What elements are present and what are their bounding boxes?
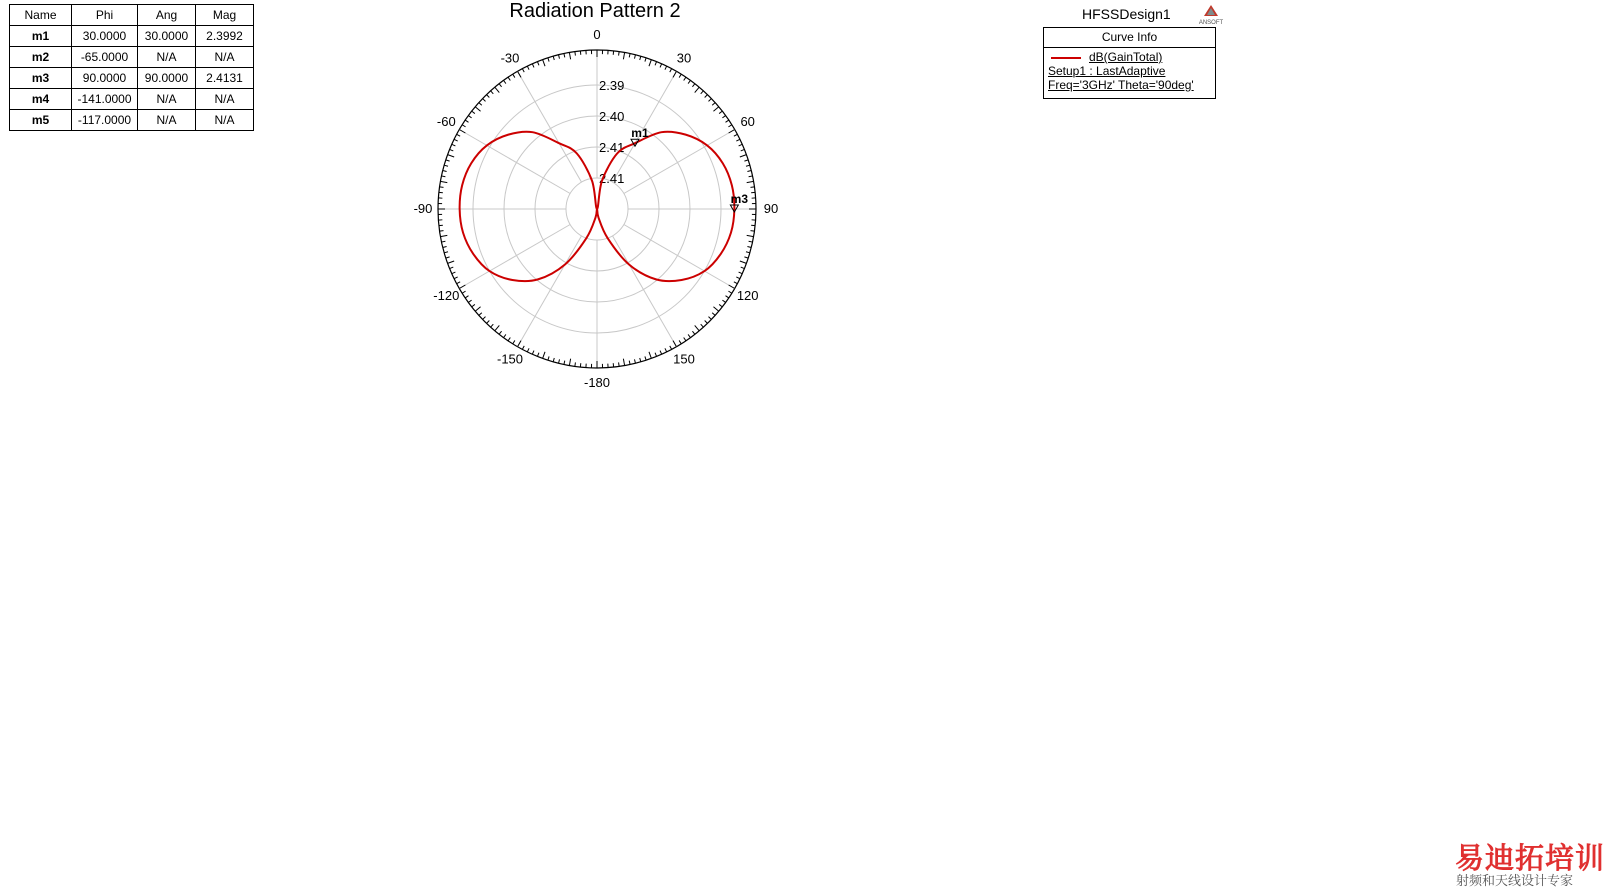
angle-tick [695,325,699,330]
marker-mag: N/A [196,47,254,68]
angle-tick [440,187,444,188]
angle-tick [684,338,686,341]
marker-table [9,4,254,131]
angle-tick [634,55,635,59]
angle-tick [741,267,745,268]
angle-tick [483,317,486,320]
angle-tick [749,241,753,242]
angle-tick [712,313,715,316]
angle-tick [734,134,738,136]
marker-phi: -141.0000 [72,89,138,110]
angle-tick [444,252,448,253]
angle-tick [564,361,565,365]
marker-label: m3 [730,192,749,206]
angle-tick [692,331,694,334]
angle-tick [649,60,651,67]
angle-tick [713,307,718,311]
angle-label: -60 [436,114,456,129]
angle-tick [747,181,754,182]
angle-tick [665,66,667,70]
angle-tick [487,320,490,323]
angle-tick [479,313,482,316]
angle-tick [472,304,475,306]
angle-tick [537,353,538,357]
marker-table-header [10,5,254,26]
angle-tick [475,307,480,311]
angle-tick [446,160,450,161]
angle-tick [750,187,754,188]
angle-tick [465,296,468,298]
angle-tick [518,341,522,347]
angle-label: -30 [500,50,520,66]
marker-ang: N/A [138,89,196,110]
angle-tick [747,171,751,172]
angle-tick [640,358,641,362]
angle-tick [452,272,456,274]
angle-tick [739,272,743,274]
marker-name: m1 [10,26,72,47]
angle-tick [645,356,646,360]
angle-label: -180 [583,375,611,390]
angle-tick [708,317,711,320]
marker-phi: -117.0000 [72,110,138,131]
angle-tick [441,241,445,242]
header-mag: Mag [196,5,254,26]
marker-ang: 90.0000 [138,68,196,89]
legend-body [1044,48,1215,94]
angle-tick [443,171,447,172]
angle-tick [518,71,522,77]
table-row[interactable] [10,68,254,89]
angle-tick [569,359,570,366]
legend-entry[interactable] [1048,50,1211,64]
angle-tick [553,358,554,362]
angle-tick [623,359,624,366]
angle-tick [559,55,560,59]
marker-mag: N/A [196,110,254,131]
angle-tick [629,53,630,57]
angle-tick [747,235,754,236]
angle-tick [640,56,641,60]
angle-tick [746,252,750,253]
angle-tick [670,346,672,350]
angle-tick [457,134,461,136]
angle-tick [553,56,554,60]
angle-tick [736,139,740,141]
angle-tick [450,149,454,150]
angle-tick [705,320,708,323]
angle-tick [655,353,656,357]
angle-tick [665,348,667,352]
angle-tick [692,84,694,87]
angle-tick [548,356,549,360]
angle-label: -90 [413,201,433,216]
radial-label: 2.39 [599,78,625,93]
angle-tick [504,334,506,337]
header-phi: Phi [72,5,138,26]
angle-tick [739,144,743,146]
logo-text: ANSOFT [1198,20,1224,26]
angle-tick [688,80,690,83]
angle-tick [740,155,747,157]
angle-tick [491,324,494,327]
angle-tick [513,74,515,77]
angle-tick [532,351,534,355]
polar-radial-labels [599,78,624,186]
marker-ang: 30.0000 [138,26,196,47]
angle-tick [713,107,718,111]
angle-tick [522,346,524,350]
angle-tick [532,64,534,68]
angle-tick [454,277,458,279]
angle-tick [729,285,735,289]
angle-tick [673,71,677,77]
radial-label: 2.41 [599,171,625,186]
angle-label: -120 [433,288,460,303]
header-ang: Ang [138,5,196,26]
legend-trace-name: dB(GainTotal) [1089,50,1163,64]
angle-tick [462,291,465,293]
legend-freq: Freq='3GHz' Theta='90deg' [1048,78,1194,92]
legend-swatch-icon [1051,57,1081,59]
marker-mag: 2.3992 [196,26,254,47]
angle-tick [457,282,461,284]
angle-tick [508,338,510,341]
angle-tick [719,304,722,306]
table-row[interactable] [10,89,254,110]
angle-tick [679,74,681,77]
angle-tick [688,334,690,337]
marker-phi: 30.0000 [72,26,138,47]
angle-tick [575,362,576,366]
angle-tick [440,181,447,182]
angle-tick [495,87,499,92]
angle-tick [465,120,468,122]
radial-label: 2.41 [599,140,625,155]
angle-tick [504,80,506,83]
angle-label: -150 [496,351,524,367]
watermark-subtitle: 射频和天线设计专家 [1456,874,1574,889]
angle-tick [655,62,656,66]
angle-label: 120 [736,288,759,303]
angle-tick [548,58,549,62]
design-name: HFSSDesign1 [1082,6,1171,22]
angle-tick [450,267,454,268]
angle-tick [744,257,748,258]
marker-name: m4 [10,89,72,110]
angle-tick [649,352,651,359]
angle-tick [491,91,494,94]
angle-tick [695,87,699,92]
angle-tick [728,291,731,293]
angle-tick [722,300,725,302]
angle-tick [564,53,565,57]
angle-label: 150 [673,351,695,367]
angle-tick [475,107,480,111]
angle-tick [660,64,662,68]
angle-tick [440,231,444,232]
angle-label: 0 [593,30,601,42]
angle-tick [499,331,501,334]
watermark-title: 易迪拓培训 [1455,841,1606,875]
angle-tick [487,95,490,98]
radial-label: 2.40 [599,109,625,124]
angle-tick [452,144,456,146]
angle-tick [543,352,545,359]
angle-tick [522,69,524,73]
angle-tick [559,359,560,363]
angle-tick [468,116,471,118]
angle-label: 90 [763,201,779,216]
angle-tick [749,176,753,177]
angle-tick [673,341,677,347]
angle-tick [740,261,747,263]
angle-tick [679,340,681,343]
angle-tick [441,176,445,177]
marker-label: m1 [631,126,649,141]
angle-tick [462,125,465,127]
angle-tick [645,58,646,62]
polar-plot[interactable] [400,30,800,410]
ansoft-logo-icon [1195,4,1227,26]
angle-tick [619,362,620,366]
marker-mag: N/A [196,89,254,110]
angle-tick [446,257,450,258]
angle-tick [495,325,499,330]
angle-tick [527,66,529,70]
angle-tick [729,130,735,134]
marker-name: m5 [10,110,72,131]
angle-tick [619,52,620,56]
angle-tick [440,235,447,236]
angle-tick [734,282,738,284]
angle-tick [712,103,715,106]
angle-tick [634,359,635,363]
angle-tick [483,99,486,102]
angle-tick [479,103,482,106]
angle-tick [670,69,672,73]
angle-tick [454,139,458,141]
angle-tick [660,351,662,355]
curve-info-legend[interactable] [1043,27,1216,99]
angle-tick [537,62,538,66]
angle-tick [443,246,447,247]
header-name: Name [10,5,72,26]
angle-tick [444,165,448,166]
chart-title: Radiation Pattern 2 [509,0,681,22]
angle-tick [623,52,624,59]
table-row[interactable] [10,110,254,131]
angle-tick [569,52,570,59]
angle-tick [701,91,704,94]
legend-header: Curve Info [1044,28,1215,48]
legend-setup: Setup1 : LastAdaptive [1048,64,1166,78]
angle-tick [472,111,475,113]
angle-tick [575,52,576,56]
angle-tick [527,348,529,352]
angle-tick [705,95,708,98]
marker-ang: N/A [138,47,196,68]
angle-tick [499,84,501,87]
angle-tick [701,324,704,327]
angle-tick [448,261,455,263]
angle-tick [728,125,731,127]
angle-label: 30 [676,50,692,66]
table-row[interactable] [10,26,254,47]
angle-tick [543,60,545,67]
angle-tick [736,277,740,279]
angle-tick [508,77,510,80]
marker-mag: 2.4131 [196,68,254,89]
table-row[interactable] [10,47,254,68]
angle-tick [719,111,722,113]
angle-label: 60 [740,114,755,129]
angle-tick [726,296,729,298]
angle-tick [448,155,455,157]
angle-tick [459,130,465,134]
marker-phi: -65.0000 [72,47,138,68]
angle-tick [629,361,630,365]
marker-ang: N/A [138,110,196,131]
angle-tick [722,116,725,118]
angle-tick [744,160,748,161]
angle-tick [459,285,465,289]
watermark [1455,836,1610,888]
angle-tick [741,149,745,150]
marker-name: m2 [10,47,72,68]
angle-tick [726,120,729,122]
marker-phi: 90.0000 [72,68,138,89]
angle-tick [746,165,750,166]
angle-tick [468,300,471,302]
angle-tick [750,231,754,232]
angle-tick [747,246,751,247]
angle-tick [684,77,686,80]
marker-name: m3 [10,68,72,89]
angle-tick [708,99,711,102]
angle-tick [513,340,515,343]
